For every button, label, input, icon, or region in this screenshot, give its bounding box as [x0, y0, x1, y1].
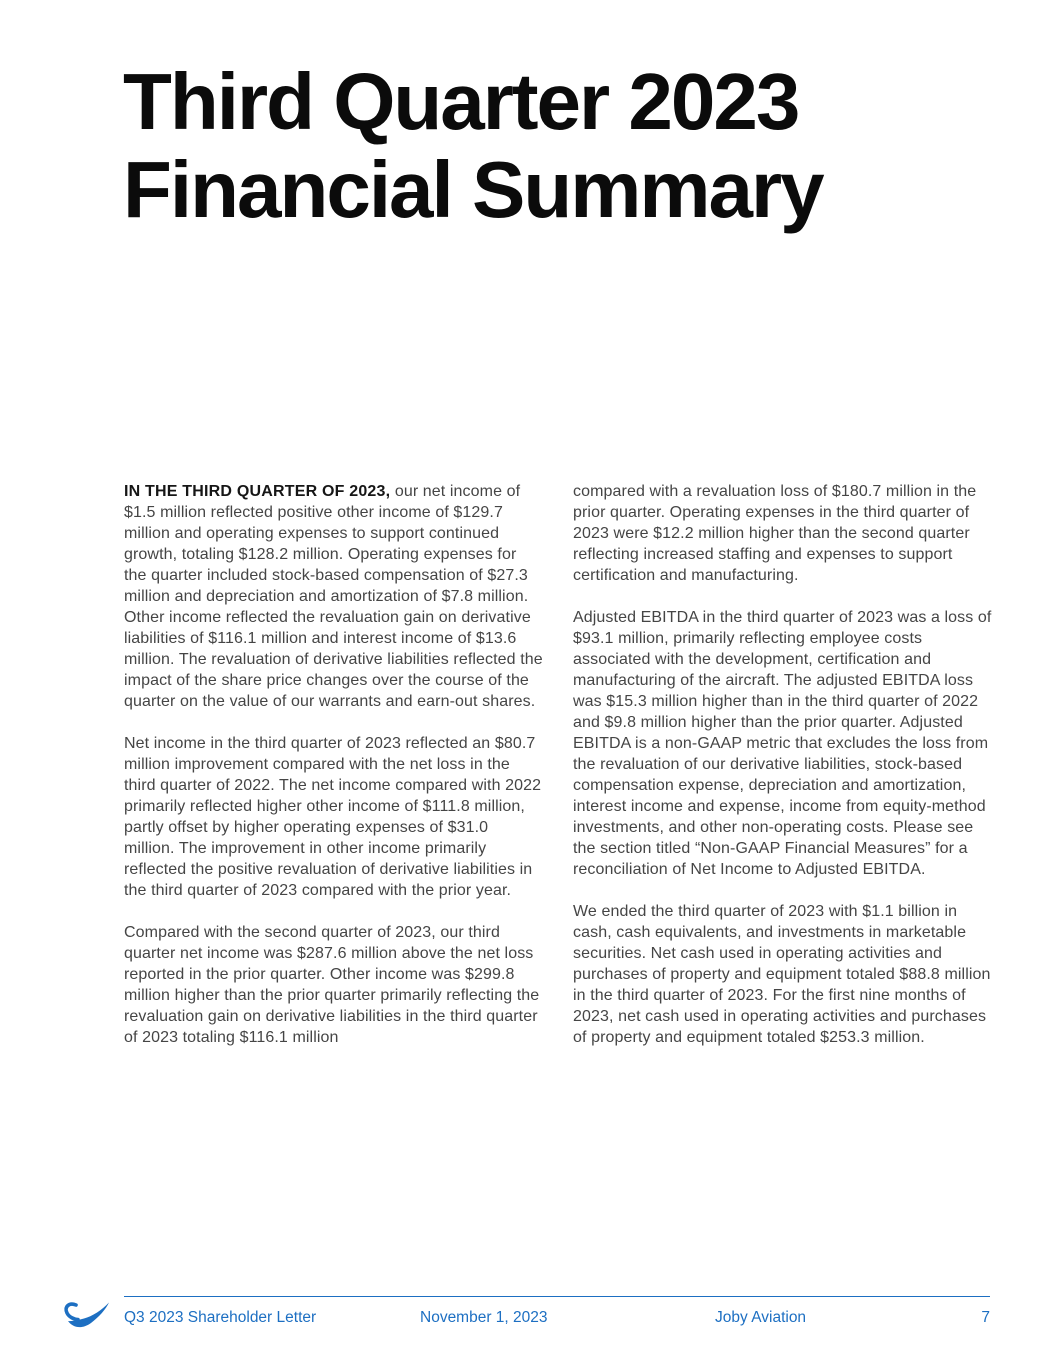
- paragraph-6: We ended the third quarter of 2023 with $1.1 billion in cash, cash equivalents, and investments in marketable securities. Net cash used in operating activities and purchases of property and equipment totaled $88.8 million in the third quarter of 2023. For the first nine months of 2023, net cash used in operating activities and purchases of property and equipment totaled $253.3 million.: [573, 903, 991, 1046]
- paragraph-3: Compared with the second quarter of 2023, our third quarter net income was $287.6 million above the net loss reported in the prior quarter. Other income was $299.8 million higher than the prior quarter primarily reflecting the revaluation gain on derivative liabilities in the third quarter of 2023 totaling $116.1 million: [124, 924, 540, 1046]
- page-title-line-1: Third Quarter 2023: [123, 57, 799, 146]
- joby-bird-logo-icon: [61, 1298, 113, 1336]
- paragraph-2: Net income in the third quarter of 2023 reflected an $80.7 million improvement compared with the net loss in the third quarter of 2022. The net income compared with 2022 primarily reflected higher other income of $111.8 million, partly offset by higher operating expenses of $31.0 million. The improvement in other income primarily reflected the positive revaluation of derivative liabilities in the third quarter of 2023 compared with the prior year.: [124, 735, 542, 899]
- paragraph-5: Adjusted EBITDA in the third quarter of 2023 was a loss of $93.1 million, primarily reflecting employee costs associated with the development, certification and manufacturing of the aircraft. The adjusted EBITDA loss was $15.3 million higher than in the third quarter of 2022 and $9.8 million higher than the prior quarter. Adjusted EBITDA is a non-GAAP metric that excludes the loss from the revaluation of our derivative liabilities, stock-based compensation expense, depreciation and amortization, interest income and expense, income from equity-method investments, and other non-operating costs. Please see the section titled “Non-GAAP Financial Measures” for a reconciliation of Net Income to Adjusted EBITDA.: [573, 609, 992, 878]
- footer-company: Joby Aviation: [715, 1309, 807, 1326]
- footer: [124, 1296, 990, 1336]
- page-title-line-2: Financial Summary: [123, 145, 823, 234]
- left-column: [124, 481, 543, 1048]
- paragraph-1-text: our net income of $1.5 million reflected positive other income of $129.7 million and operating expenses to support continued growth, totaling $128.2 million. Operating expenses for the quarter included stock-based compensation of $27.3 million and depreciation and amortization of $7.8 million. Other income reflected the revaluation gain on derivative liabilities of $116.1 million and interest income of $13.6 million. The revaluation of derivative liabilities reflected the impact of the share price changes over the course of the quarter on the value of our warrants and earn-out shares.: [124, 483, 543, 710]
- footer-doc-title: Q3 2023 Shareholder Letter: [124, 1309, 317, 1326]
- page-title: [123, 58, 823, 234]
- paragraph-1: [124, 481, 543, 712]
- footer-date: November 1, 2023: [420, 1309, 548, 1326]
- paragraph-1-lead-in: IN THE THIRD QUARTER OF 2023,: [124, 483, 391, 500]
- footer-page-number: 7: [981, 1309, 990, 1326]
- right-column: [573, 481, 992, 1048]
- paragraph-4: compared with a revaluation loss of $180.7 million in the prior quarter. Operating expenses in the third quarter of 2023 were $12.2 million higher than the second quarter reflecting increased staffing and expenses to support certification and manufacturing.: [573, 483, 977, 584]
- body-columns: [124, 481, 992, 1048]
